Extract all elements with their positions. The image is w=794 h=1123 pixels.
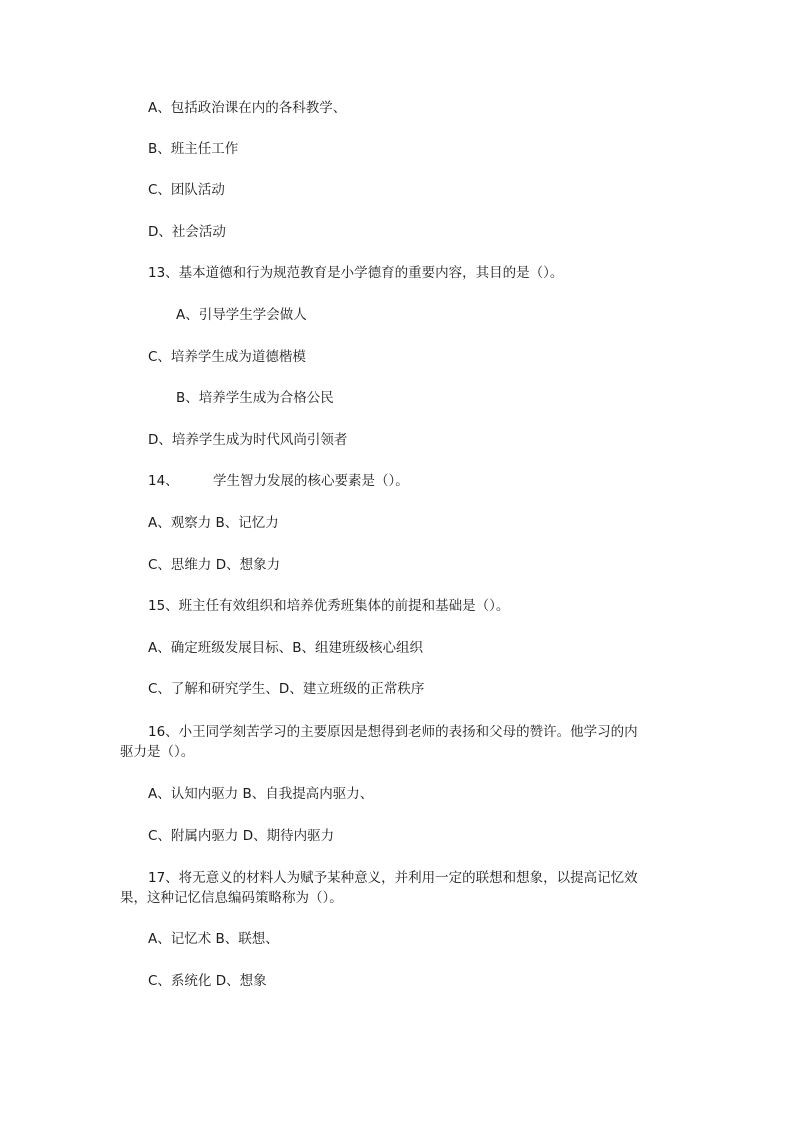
options-q17-ab: A、记忆术 B、联想、 (148, 931, 279, 947)
option-q13-c: C、培养学生成为道德楷模 (148, 349, 306, 365)
options-q16-cd: C、附属内驱力 D、期待内驱力 (148, 828, 335, 844)
options-q15-ab: A、确定班级发展目标、B、组建班级核心组织 (148, 640, 423, 656)
option-q13-b: B、培养学生成为合格公民 (176, 390, 334, 406)
options-q15-cd: C、了解和研究学生、D、建立班级的正常秩序 (148, 681, 425, 697)
question-15: 15、班主任有效组织和培养优秀班集体的前提和基础是（）。 (148, 598, 510, 614)
options-q14-ab: A、观察力 B、记忆力 (148, 515, 279, 531)
option-q12-a: A、包括政治课在内的各科教学、 (148, 100, 347, 116)
option-q12-c: C、团队活动 (148, 182, 225, 198)
options-q17-cd: C、系统化 D、想象 (148, 973, 267, 989)
options-q14-cd: C、思维力 D、想象力 (148, 557, 281, 573)
question-17: 17、将无意义的材料人为赋予某种意义，并利用一定的联想和想象，以提高记忆效果，这种记忆信息编码策略称为（）。 (120, 870, 638, 906)
option-q12-b: B、班主任工作 (148, 141, 239, 157)
option-q13-a: A、引导学生学会做人 (176, 307, 307, 323)
option-q13-d: D、培养学生成为时代风尚引领者 (148, 432, 348, 448)
options-q16-ab: A、认知内驱力 B、自我提高内驱力、 (148, 786, 374, 802)
question-16: 16、小王同学刻苦学习的主要原因是想得到老师的表扬和父母的赞许。他学习的内驱力是（）。 (120, 724, 638, 760)
question-14: 14、 学生智力发展的核心要素是（）。 (148, 473, 409, 489)
option-q12-d: D、社会活动 (148, 224, 226, 240)
question-13: 13、基本道德和行为规范教育是小学德育的重要内容，其目的是（）。 (148, 265, 564, 281)
